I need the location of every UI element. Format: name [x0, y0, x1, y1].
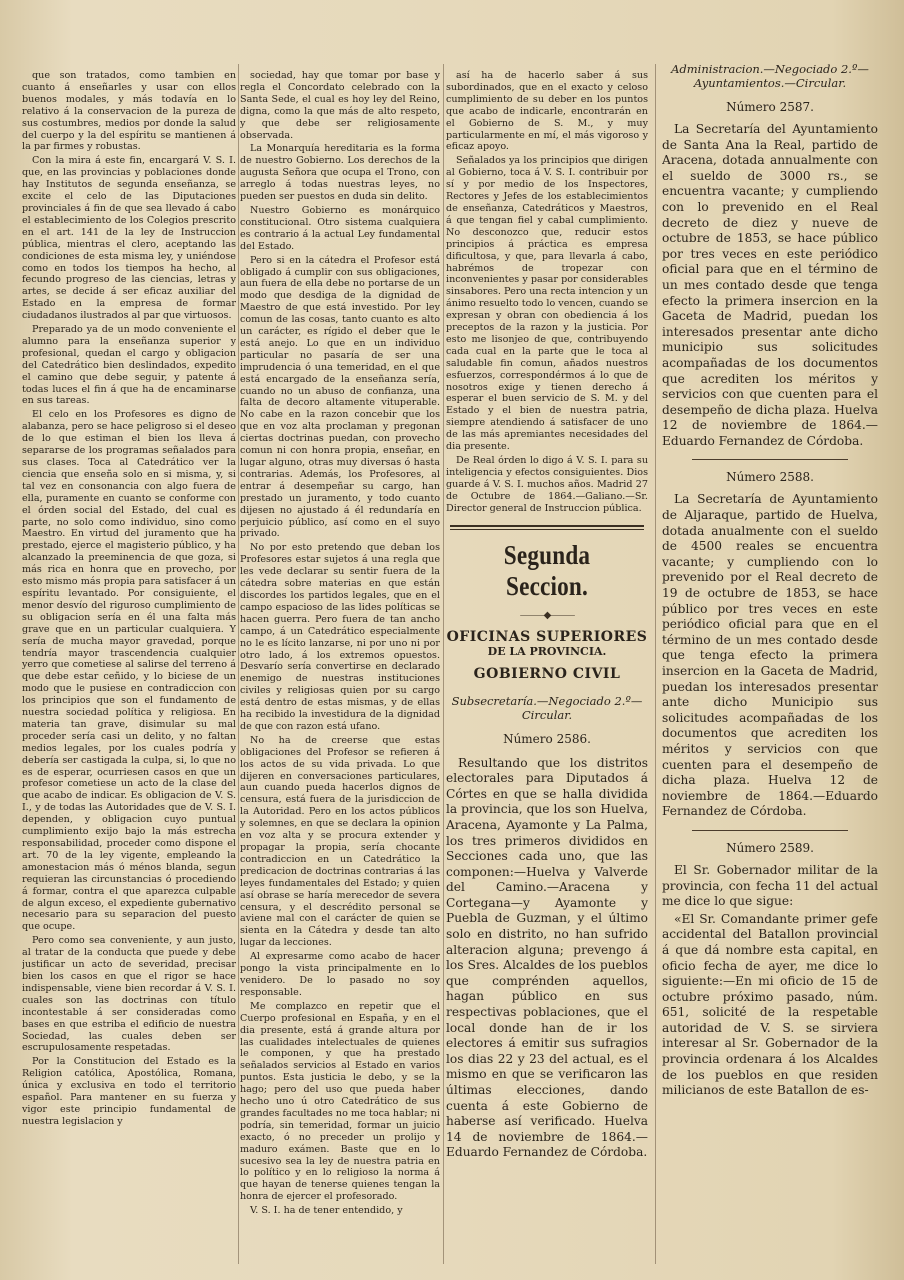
paragraph: Con la mira á este fin, encargará V. S. I. que, en las provincias y poblaciones donde hay Institutos de segunda enseñanza, se excite el celo de las Diputaciones provinciales á fin de que sea llevado á cabo el establecimiento de los Colegios prescrito en el art. 141 de la ley de Instruccion pública, mientras el clero, aceptando las condiciones de esta misma ley, y uniéndose como en todos los tiempos ha hecho, al fecundo progreso de las ciencias, letras y artes, se decide á ser eficaz auxiliar del Estado en la empresa de formar ciudadanos ilustrados al par que virtuosos. [22, 155, 236, 322]
notice-number: Número 2588. [726, 470, 814, 485]
section-divider [450, 525, 644, 530]
paragraph: Pero como sea conveniente, y aun justo, al tratar de la conducta que puede y debe justificar un acto de severidad, precisar bien los casos en que el rigor se hace indispensable, viene bien recordar á V. S. I. cuales son las doctrinas con título incontestable á ser consideradas como bases en que estriba el edificio de nuestra Sociedad, las cuales deben ser escrupulosamente respetadas. [22, 935, 236, 1054]
column-rule [655, 64, 656, 1264]
paragraph: Al expresarme como acabo de hacer pongo la vista principalmente en lo venidero. De lo pasado no soy responsable. [240, 951, 440, 998]
column-4 [662, 62, 878, 1101]
paragraph: Me complazco en repetir que el Cuerpo profesional en España, y en el dia presente, está á grande altura por las cualidades intelectuales de quienes le componen, y que ha prestado señalados servicios al Estado en varios puntos. Esta justicia le debo, y se la hago; pero del uso que pueda haber hecho uno ú otro Catedrático de sus grandes facultades no me toca hablar; ni podría, sin temeridad, formar un juicio exacto, ó no preceder un prolijo y maduro exámen. Baste que en lo sucesivo sea la ley de nuestra patria en lo político y en lo religioso la norma á que hayan de tenerse quienes tengan la honra de ejercer el profesorado. [240, 1000, 440, 1203]
government-heading: GOBIERNO CIVIL [473, 665, 621, 682]
section-title: Segunda Seccion. [503, 539, 591, 601]
column-rule [443, 64, 444, 1264]
paragraph: así ha de hacerlo saber á sus subordinados, que en el exacto y celoso cumplimiento de su deber en los puntos que acabo de indicarle, encontrarán en el Gobierno de S. M., y muy particularmente en mí, el más vigoroso y eficaz apoyo. [446, 70, 648, 153]
offices-heading: OFICINAS SUPERIORES [446, 628, 648, 645]
paragraph: V. S. I. ha de tener entendido, y [250, 1205, 403, 1217]
paragraph: sociedad, hay que tomar por base y regla el Concordato celebrado con la Santa Sede, el cual es hoy ley del Reino, digna, como la que más de alto respeto, y que debe ser religiosamente observada. [240, 70, 440, 141]
province-heading: DE LA PROVINCIA. [487, 644, 607, 658]
paragraph: No ha de creerse que estas obligaciones del Profesor se refieren á los actos de su vida privada. Lo que dijeren en conversaciones particulares, aun cuando pueda hacerlos dignos de censura, está fuera de la jurisdiccion de la Autoridad. Pero en los actos públicos y solemnes, en que se declara la opinion en voz alta y se procura extender y propagar la propia, sería chocante contradiccion en un Catedrático la predicacion de doctrinas contrarias á las leyes fundamentales del Estado; y quien así obrase se haría merecedor de severa censura, y el descrédito personal se aviene mal con el carácter de quien se sienta en la Cátedra y desde tan alto lugar da lecciones. [240, 734, 440, 949]
paragraph: De Real órden lo digo á V. S. I. para su inteligencia y efectos consiguientes. Dios guarde á V. S. I. muchos años. Madrid 27 de Octubre de 1864.—Galiano.—Sr. Director general de Instruccion pública. [446, 455, 648, 514]
paragraph: El celo en los Profesores es digno de alabanza, pero se hace peligroso si el deseo de lo que estiman el bien los lleva á separarse de los programas señalados para sus clases. Toca al Catedrático ver la ciencia que enseña solo en si misma, y, si tal vez en consonancia con algo fuera de ella, puramente en cuanto se conforme con el órden social del Estado, del cual es parte, no solo como individuo, sino como Maestro. En virtud del juramento que ha prestado, ejerce el magisterio público, y ha alcanzado la preeminencia de que goza, si más rica en honra que en provecho, por esto mismo más propia para satisfacer á un espíritu levantado. Por consiguiente, el menor desvío del riguroso cumplimiento de su obligacion sería en él una falta más grave que en un particular cualquiera. Y sería de mucha mayor gravedad, porque tendría mayor trascendencia cualquier yerro que cometiese al salirse del terreno á que debe estar ceñido, y lo biciese de un modo que le pusiese en contradiccion con los principios que son el fundamento de nuestra sociedad política y religiosa. En materia tan grave, disimular su mal proceder sería casi un delito, y no faltan medios legales, por los cuales podría y debería ser castigada la culpa, si, lo que no es de esperar, ocurriesen casos en que un profesor cometiese un acto de la clase del que acabo de indicar. Es obligacion de V. S. I., y de todas las Autoridades que de V. S. I. dependen, y obligacion cuyo puntual cumplimiento exijo bajo la más estrecha responsabilidad, proceder como dispone el art. 70 de la ley vigente, empleando la amonestacion más ó ménos blanda, segun requieran las circunstancias ó procediendo á formar, contra el que aparezca culpable de algun exceso, el expediente gubernativo necesario para su separacion del puesto que ocupe. [22, 409, 236, 933]
paragraph: Nuestro Gobierno es monárquico constitucional. Otro sistema cualquiera es contrario á la actual Ley fundamental del Estado. [240, 204, 440, 252]
paragraph: Resultando que los distritos electorales para Diputados á Córtes en que se halla dividida la provincia, que los son Huelva, Aracena, Ayamonte y La Palma, los tres primeros divididos en Secciones cada uno, que las componen:—Huelva y Valverde del Camino.—Aracena y Cortegana—y Ayamonte y Puebla de Guzman, y el último solo en distrito, no han sufrido alteracion alguna; prevengo á los Sres. Alcaldes de los pueblos que comprénden aquellos, hagan público en sus respectivas poblaciones, que el local donde han de ir los electores á emitir sus sufragios los dias 22 y 23 del actual, es el mismo en que se verificaron las últimas elecciones, dando cuenta á este Gobierno de haberse así verificado. Huelva 14 de noviembre de 1864.—Eduardo Fernandez de Córdoba. [446, 755, 648, 1160]
paragraph: Pero si en la cátedra el Profesor está obligado á cumplir con sus obligaciones, aun fuera de ella debe no portarse de un modo que desdiga de la dignidad de Maestro de que está investido. Por ley comun de las cosas, tanto cuanto es alto un carácter, es rígido el deber que le está anejo. Lo que en un individuo particular no pasaría de ser una imprudencia ó una temeridad, en el que está encargado de la enseñanza sería, cuando no un abuso de confianza, una falta de decoro altamente vituperable. No cabe en la razon concebir que los que en voz alta proclaman y pregonan ciertas doctrinas puedan, con provecho comun ni con honra propia, enseñar, en lugar alguno, otras muy diversas ó hasta contrarias. Además, los Profesores, al entrar á desempeñar su cargo, han prestado un juramento, y todo cuanto dijesen no ajustado á él redundaría en perjuicio público, así como en el suyo privado. [240, 254, 440, 540]
divider [692, 459, 848, 460]
ornament-rule: ⸻◆⸻ [519, 609, 575, 621]
administration-line: Administracion.—Negociado 2.º— Ayuntamientos.—Circular. [671, 62, 869, 90]
divider [692, 830, 848, 831]
paragraph: «El Sr. Comandante primer gefe accidental del Batallon provincial á que dá nombre esta capital, en oficio fecha de ayer, me dice lo siguiente:—En mi oficio de 15 de octubre próximo pasado, núm. 651, solicité de la respetable autoridad de V. S. se sirviera interesar al Sr. Gobernador de la provincia ordenara á los Alcaldes de los pueblos en que residen milicianos de este Batallon de es- [662, 911, 878, 1098]
paragraph: Por la Constitucion del Estado es la Religion católica, Apostólica, Romana, única y exclusiva en todo el territorio español. Para mantener en su fuerza y vigor este principio fundamental de nuestra legislacion y [22, 1056, 236, 1127]
notice-number: Número 2587. [726, 100, 814, 114]
paragraph: No por esto pretendo que deban los Profesores estar sujetos á una regla que les vede declarar su sentir fuera de la cátedra sobre materias en que están discordes los partidos legales, que en el campo espacioso de las lides políticas se hacen guerra. Pero fuera de tan ancho campo, á un Catedrático especialmente no le es lícito lanzarse, ni por uno ni por otro lado, á los extremos opuestos. Desvarío sería convertirse en declarado enemigo de nuestras instituciones civiles y religiosas quien por su cargo está dentro de estas mismas, y de ellas ha recibido la investidura de la dignidad de que con razon está ufano. [240, 542, 440, 732]
column-2 [240, 70, 440, 1219]
subsecretary-line: Subsecretaría.—Negociado 2.º— Circular. [451, 693, 643, 722]
paragraph: El Sr. Gobernador militar de la provincia, con fecha 11 del actual me dice lo que sigue: [662, 862, 878, 909]
paragraph: Señalados ya los principios que dirigen al Gobierno, toca á V. S. I. contribuir por sí y por medio de los Inspectores, Rectores y Jefes de los establecimientos de enseñanza, Catedráticos y Maestros, á que tengan fiel y cabal cumplimiento. No desconozco que, reducir estos principios á práctica es empresa dificultosa, y que, para llevarla á cabo, habrémos de tropezar con inconvenientes y pasar por considerables sinsabores. Pero una recta intencion y un ánimo resuelto todo lo vencen, cuando se expresan y obran con obediencia á los preceptos de la razon y la justicia. Por esto me lisonjeo de que, contribuyendo cada cual en la parte que le toca al saludable fin comun, añados nuestros esfuerzos, correspondérmos á lo que de nosotros exige y tienen derecho á esperar el buen servicio de S. M. y del Estado y el bien de nuestra patria, siempre atendiendo á satisfacer de uno de las más apremiantes necesidades del dia presente. [446, 155, 648, 453]
notice-number: Número 2589. [726, 840, 814, 855]
column-3 [446, 70, 648, 1163]
column-1 [22, 70, 236, 1130]
paragraph: Preparado ya de un modo conveniente el alumno para la enseñanza superior y profesional, quedan el cargo y obligacion del Catedrático bien deslindados, expedito el camino que debe seguir, y patente á todas luces el fin á que ha de encaminarse en sus tareas. [22, 324, 236, 407]
paragraph: La Secretaría del Ayuntamiento de Santa Ana la Real, partido de Aracena, dotada annualmente con el sueldo de 3000 rs., se encuentra vacante; y cumpliendo con lo prevenido en el Real decreto de diez y nueve de octubre de 1853, se hace público por tres veces en este periódico oficial para que en el término de un mes contado desde que tenga efecto la primera insercion en la Gaceta de Madrid, puedan los interesados presentar ante dicho municipio sus solicitudes acompañadas de los documentos que acrediten los méritos y servicios con que cuenten para el desempeño de dicha plaza. Huelva 12 de noviembre de 1864.—Eduardo Fernandez de Córdoba. [662, 122, 878, 448]
paragraph: La Monarquía hereditaria es la forma de nuestro Gobierno. Los derechos de la augusta Señora que ocupa el Trono, con arreglo á todas nuestras leyes, no pueden ser puestos en duda sin delito. [240, 143, 440, 203]
paragraph: que son tratados, como tambien en cuanto á enseñarles y usar con ellos buenos modales, y más todavía en lo relativo á la conservacion de la pureza de sus costumbres, medios por donde la salud del cuerpo y la del espíritu se mantienen á la par firmes y robustas. [22, 70, 236, 153]
column-rule [238, 64, 239, 1264]
paragraph: La Secretaría de Ayuntamiento de Aljaraque, partido de Huelva, dotada anualmente con el sueldo de 4500 reales se encuentra vacante; y cumpliendo con lo prevenido por el Real decreto de 19 de octubre de 1853, se hace público por tres veces en este periódico oficial para que en el término de un mes contado desde que tenga efecto la primera insercion en la Gaceta de Madrid, puedan los interesados presentar ante dicho Municipio sus solicitudes acompañadas de los documentos que acrediten los méritos y servicios con que cuenten para el desempeño de dicha plaza. Huelva 12 de noviembre de 1864.—Eduardo Fernandez de Córdoba. [662, 492, 878, 819]
notice-number: Número 2586. [503, 731, 591, 746]
